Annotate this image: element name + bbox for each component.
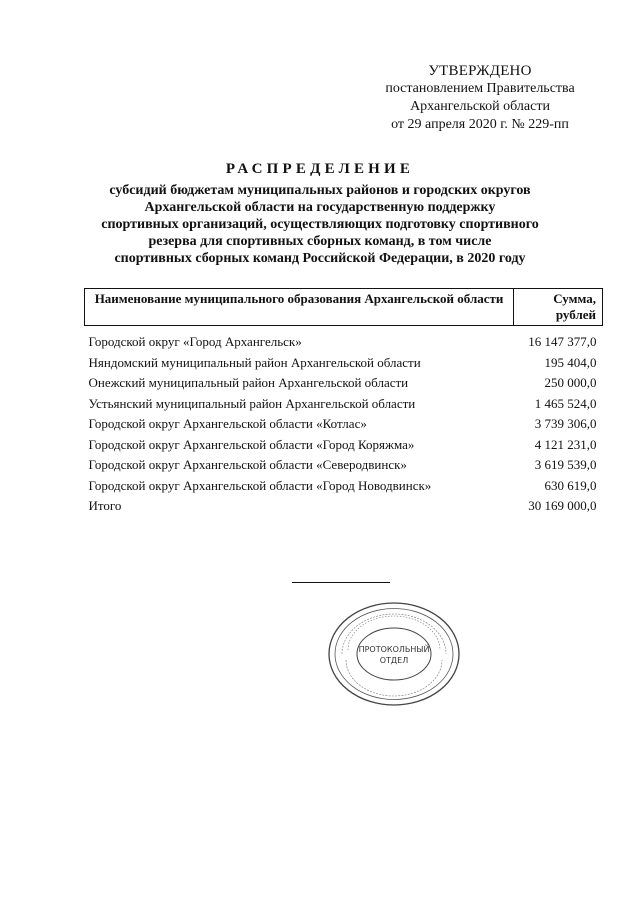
column-header-name: Наименование муниципального образования Архангельской области [85,289,514,326]
municipality-name: Городской округ Архангельской области «Город Новодвинск» [88,477,432,493]
municipality-name: Городской округ «Город Архангельск» [88,334,302,349]
table-row [85,373,603,394]
amount-value: 16 147 377,0 [528,334,597,349]
distribution-table [84,288,603,517]
table-row [85,353,603,374]
table-row [85,435,603,456]
title-heading: РАСПРЕДЕЛЕНИЕ [225,161,415,177]
municipality-name: Городской округ Архангельской области «Северодвинск» [88,457,407,472]
title-line: Архангельской области на государственную поддержку [144,200,496,215]
table-row [85,476,603,497]
municipality-name: Няндомский муниципальный район Архангельской области [88,354,421,370]
municipality-name: Онежский муниципальный район Архангельской области [88,375,409,390]
stamp-text: ПРОТОКОЛЬНЫЙ [358,645,430,654]
table-row [85,326,603,353]
table-row [85,455,603,476]
table-header-row [85,289,603,326]
total-value: 30 169 000,0 [528,498,597,513]
approval-line: постановлением Правительства [385,81,575,96]
closing-divider [292,582,390,583]
municipality-name: Устьянский муниципальный район Архангельской области [88,395,416,411]
approval-line: Архангельской области [410,99,550,114]
amount-value: 630 619,0 [544,477,597,493]
approval-heading: УТВЕРЖДЕНО [428,63,532,79]
approval-block [368,62,592,134]
column-header-sum: Сумма, рублей [514,289,603,326]
official-stamp [326,600,462,708]
title-line: спортивных сборных команд Российской Федерации, в 2020 году [114,251,526,266]
municipality-name: Городской округ Архангельской области «Город Коряжма» [88,436,415,452]
total-row [85,496,603,517]
amount-value: 3 739 306,0 [534,416,597,431]
document-title [80,161,560,267]
amount-value: 4 121 231,0 [534,436,597,452]
title-line: спортивных организаций, осуществляющих подготовку спортивного [101,217,539,232]
total-label: Итого [88,498,122,513]
amount-value: 3 619 539,0 [534,457,597,472]
table-row [85,414,603,435]
approval-date-line: от 29 апреля 2020 г. № 229-пп [391,117,569,132]
table-row [85,394,603,415]
amount-value: 250 000,0 [544,375,597,390]
municipality-name: Городской округ Архангельской области «Котлас» [88,416,367,431]
amount-value: 1 465 524,0 [534,395,597,411]
stamp-text: ОТДЕЛ [379,656,409,665]
amount-value: 195 404,0 [544,354,597,370]
title-line: резерва для спортивных сборных команд, в том числе [148,234,492,249]
title-line: субсидий бюджетам муниципальных районов и городских округов [109,183,531,198]
